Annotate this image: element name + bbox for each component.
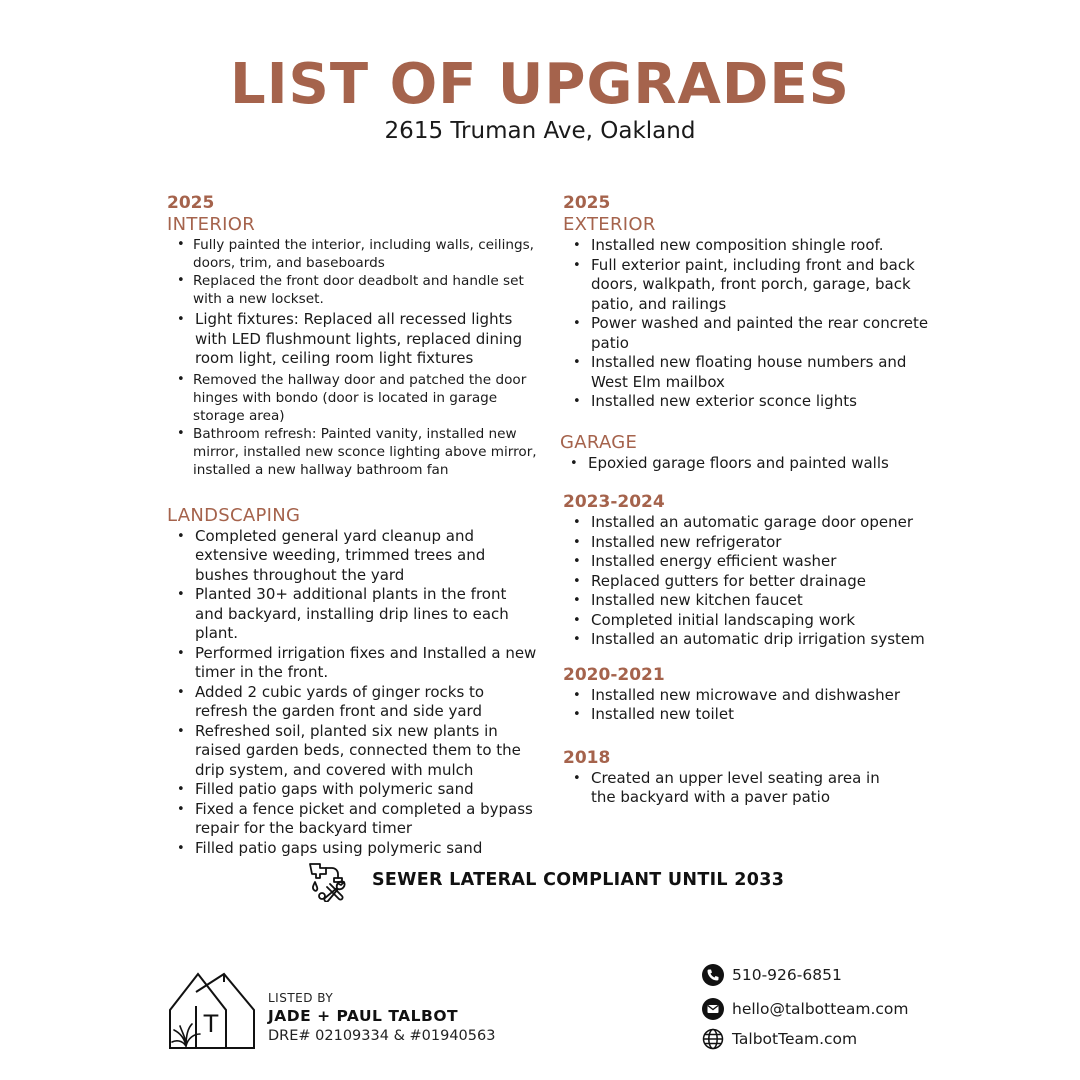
- sewer-compliance-text: SEWER LATERAL COMPLIANT UNTIL 2033: [372, 870, 785, 890]
- plumbing-tools-icon: [306, 858, 350, 902]
- phone-icon: [702, 964, 724, 986]
- list-item: • Completed general yard cleanup and extensive weeding, trimmed trees and bushes throughout the yard: [167, 527, 537, 586]
- list-item: • Performed irrigation fixes and Installed a new timer in the front.: [167, 644, 537, 683]
- section-year: 2020-2021: [563, 664, 665, 685]
- list-item: • Replaced gutters for better drainage: [563, 572, 940, 592]
- list-item: • Installed new composition shingle roof.: [563, 236, 940, 256]
- 2023-2024-list: [563, 513, 940, 650]
- landscaping-section: [167, 505, 537, 859]
- list-item: • Power washed and painted the rear concrete patio: [563, 314, 940, 353]
- website-link[interactable]: TalbotTeam.com: [732, 1030, 858, 1048]
- logo-letter: T: [203, 1010, 219, 1038]
- phone-number[interactable]: 510-926-6851: [732, 966, 842, 984]
- list-item: • Installed new exterior sconce lights: [563, 392, 940, 412]
- dre-numbers: DRE# 02109334 & #01940563: [268, 1028, 496, 1044]
- garage-section: [560, 432, 940, 474]
- 2020-2021-list: [563, 686, 940, 725]
- list-item: • Created an upper level seating area in the backyard with a paver patio: [563, 769, 883, 808]
- contact-email: [702, 998, 908, 1020]
- 2018-section: [563, 747, 940, 808]
- sewer-compliance-banner: [306, 858, 786, 902]
- list-item: • Installed new toilet: [563, 705, 940, 725]
- list-item: • Light fixtures: Replaced all recessed lights with LED flushmount lights, replaced dining room light, ceiling room light fixtures: [167, 310, 537, 369]
- section-heading: EXTERIOR: [563, 214, 656, 235]
- landscaping-list: [167, 527, 537, 859]
- interior-section: [167, 192, 537, 479]
- section-year: 2023-2024: [563, 492, 665, 512]
- list-item: • Installed new refrigerator: [563, 533, 940, 553]
- property-address: 2615 Truman Ave, Oakland: [384, 118, 696, 144]
- section-year: 2025: [167, 193, 215, 213]
- agent-names: JADE + PAUL TALBOT: [268, 1007, 459, 1025]
- 2018-list: [563, 769, 883, 808]
- list-item: • Replaced the front door deadbolt and handle set with a new lockset.: [167, 272, 537, 308]
- list-item: • Installed new kitchen faucet: [563, 591, 940, 611]
- list-item: • Installed new microwave and dishwasher: [563, 686, 940, 706]
- left-column: [167, 192, 537, 858]
- list-item: • Installed an automatic drip irrigation system: [563, 630, 940, 650]
- contact-phone: [702, 964, 842, 986]
- list-item: • Refreshed soil, planted six new plants in raised garden beds, connected them to the drip system, and covered with mulch: [167, 722, 537, 781]
- section-year: 2018: [563, 747, 611, 768]
- right-column: [560, 192, 940, 808]
- exterior-list: [563, 236, 940, 412]
- page-title: LIST OF UPGRADES: [230, 52, 850, 117]
- list-item: • Filled patio gaps with polymeric sand: [167, 780, 537, 800]
- email-address[interactable]: hello@talbotteam.com: [732, 1000, 909, 1018]
- garage-list: [560, 454, 940, 474]
- list-item: • Installed an automatic garage door opener: [563, 513, 940, 533]
- list-item: • Epoxied garage floors and painted walls: [560, 454, 940, 474]
- 2020-2021-section: [563, 664, 940, 725]
- list-item: • Planted 30+ additional plants in the front and backyard, installing drip lines to each plant.: [167, 585, 537, 644]
- list-item: • Bathroom refresh: Painted vanity, installed new mirror, installed new sconce lighting above mirror, installed a new hallway bathroom fan: [167, 425, 537, 479]
- email-icon: [702, 998, 724, 1020]
- talbot-team-logo: [168, 970, 256, 1050]
- list-item: • Removed the hallway door and patched the door hinges with bondo (door is located in garage storage area): [167, 371, 537, 425]
- list-item: • Fully painted the interior, including walls, ceilings, doors, trim, and baseboards: [167, 236, 537, 272]
- section-heading: LANDSCAPING: [167, 504, 301, 526]
- section-heading: INTERIOR: [167, 214, 256, 235]
- listing-agents: [268, 990, 495, 1046]
- section-heading: GARAGE: [560, 431, 638, 453]
- globe-icon: [702, 1028, 724, 1050]
- interior-list: [167, 236, 537, 479]
- exterior-section: [563, 192, 940, 412]
- list-item: • Filled patio gaps using polymeric sand: [167, 839, 537, 859]
- list-item: • Completed initial landscaping work: [563, 611, 940, 631]
- contact-website: [702, 1028, 857, 1050]
- section-year: 2025: [563, 193, 611, 213]
- list-item: • Fixed a fence picket and completed a bypass repair for the backyard timer: [167, 800, 537, 839]
- list-item: • Added 2 cubic yards of ginger rocks to refresh the garden front and side yard: [167, 683, 537, 722]
- list-item: • Installed new floating house numbers and West Elm mailbox: [563, 353, 940, 392]
- list-item: • Installed energy efficient washer: [563, 552, 940, 572]
- listed-by-label: LISTED BY: [268, 991, 334, 1005]
- 2023-2024-section: [563, 491, 940, 650]
- list-item: • Full exterior paint, including front and back doors, walkpath, front porch, garage, back patio, and railings: [563, 256, 940, 315]
